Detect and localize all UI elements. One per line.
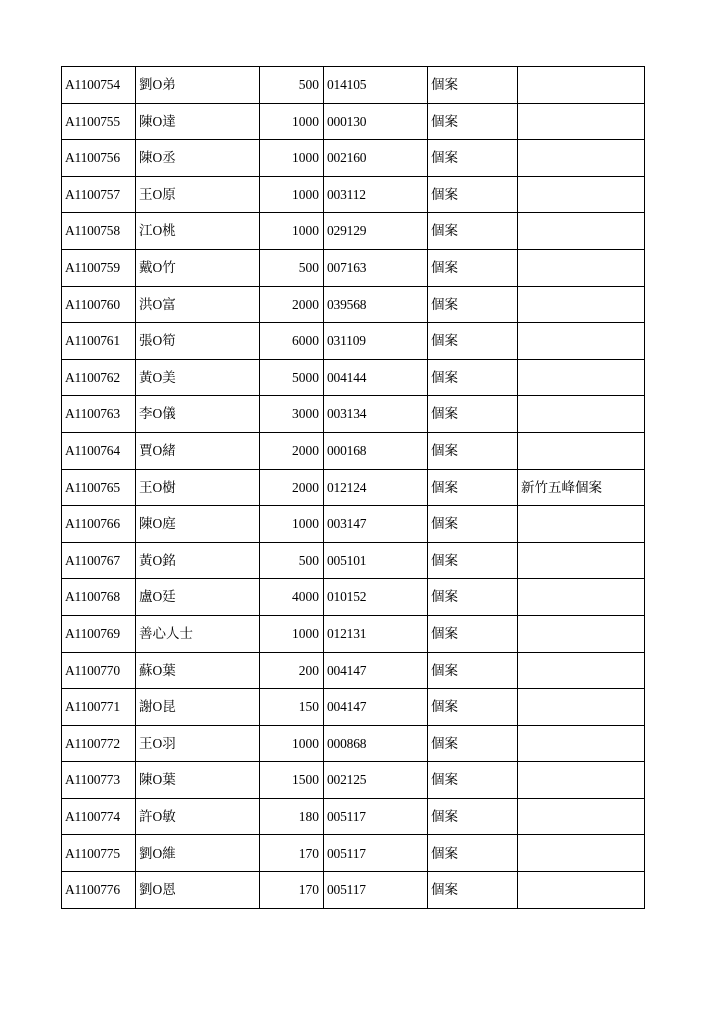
table-row [62,872,645,909]
donor-name-cell: 王O羽 [136,725,260,762]
category-cell: 個案 [428,176,518,213]
category-cell: 個案 [428,798,518,835]
code-cell: 004144 [324,359,428,396]
amount-cell: 1000 [260,176,324,213]
table-row [62,176,645,213]
code-cell: 000168 [324,432,428,469]
code-cell: 003112 [324,176,428,213]
table-row [62,213,645,250]
category-cell: 個案 [428,872,518,909]
table-row [62,725,645,762]
donor-name-cell: 張O筍 [136,323,260,360]
donor-name-cell: 江O桃 [136,213,260,250]
donor-name-cell: 劉O弟 [136,67,260,104]
donor-name-cell: 陳O達 [136,103,260,140]
donor-name-cell: 黃O銘 [136,542,260,579]
table-row [62,542,645,579]
receipt-id-cell: A1100758 [62,213,136,250]
receipt-id-cell: A1100755 [62,103,136,140]
donor-name-cell: 善心人士 [136,615,260,652]
code-cell: 004147 [324,652,428,689]
donor-name-cell: 賈O緒 [136,432,260,469]
category-cell: 個案 [428,359,518,396]
code-cell: 010152 [324,579,428,616]
donor-name-cell: 陳O庭 [136,506,260,543]
category-cell: 個案 [428,67,518,104]
category-cell: 個案 [428,213,518,250]
amount-cell: 500 [260,67,324,104]
receipt-id-cell: A1100774 [62,798,136,835]
table-row [62,798,645,835]
note-cell [518,359,645,396]
amount-cell: 150 [260,689,324,726]
category-cell: 個案 [428,469,518,506]
category-cell: 個案 [428,615,518,652]
note-cell [518,67,645,104]
amount-cell: 1000 [260,725,324,762]
table-row [62,506,645,543]
receipt-id-cell: A1100766 [62,506,136,543]
ledger-body [62,67,645,909]
receipt-id-cell: A1100762 [62,359,136,396]
code-cell: 005101 [324,542,428,579]
category-cell: 個案 [428,323,518,360]
note-cell [518,286,645,323]
receipt-id-cell: A1100756 [62,140,136,177]
code-cell: 031109 [324,323,428,360]
code-cell: 014105 [324,67,428,104]
amount-cell: 1500 [260,762,324,799]
note-cell [518,213,645,250]
receipt-id-cell: A1100761 [62,323,136,360]
code-cell: 005117 [324,798,428,835]
note-cell [518,506,645,543]
donor-name-cell: 洪O富 [136,286,260,323]
donor-name-cell: 王O原 [136,176,260,213]
table-row [62,249,645,286]
note-cell [518,835,645,872]
donor-name-cell: 許O敏 [136,798,260,835]
note-cell [518,323,645,360]
amount-cell: 1000 [260,103,324,140]
code-cell: 012124 [324,469,428,506]
category-cell: 個案 [428,689,518,726]
note-cell [518,725,645,762]
code-cell: 012131 [324,615,428,652]
code-cell: 005117 [324,872,428,909]
table-row [62,835,645,872]
note-cell: 新竹五峰個案 [518,469,645,506]
table-row [62,396,645,433]
amount-cell: 1000 [260,140,324,177]
receipt-id-cell: A1100768 [62,579,136,616]
note-cell [518,615,645,652]
category-cell: 個案 [428,396,518,433]
note-cell [518,176,645,213]
note-cell [518,579,645,616]
table-row [62,579,645,616]
receipt-id-cell: A1100764 [62,432,136,469]
category-cell: 個案 [428,542,518,579]
category-cell: 個案 [428,432,518,469]
table-row [62,323,645,360]
note-cell [518,872,645,909]
category-cell: 個案 [428,140,518,177]
note-cell [518,652,645,689]
table-row [62,67,645,104]
amount-cell: 1000 [260,213,324,250]
note-cell [518,432,645,469]
amount-cell: 170 [260,835,324,872]
receipt-id-cell: A1100765 [62,469,136,506]
amount-cell: 6000 [260,323,324,360]
donor-name-cell: 盧O廷 [136,579,260,616]
category-cell: 個案 [428,286,518,323]
table-row [62,103,645,140]
donor-name-cell: 謝O昆 [136,689,260,726]
amount-cell: 2000 [260,432,324,469]
receipt-id-cell: A1100763 [62,396,136,433]
donor-name-cell: 劉O恩 [136,872,260,909]
code-cell: 004147 [324,689,428,726]
category-cell: 個案 [428,762,518,799]
code-cell: 003147 [324,506,428,543]
code-cell: 000130 [324,103,428,140]
note-cell [518,103,645,140]
category-cell: 個案 [428,725,518,762]
code-cell: 005117 [324,835,428,872]
amount-cell: 200 [260,652,324,689]
receipt-id-cell: A1100767 [62,542,136,579]
code-cell: 002160 [324,140,428,177]
donor-name-cell: 劉O維 [136,835,260,872]
amount-cell: 5000 [260,359,324,396]
note-cell [518,798,645,835]
code-cell: 003134 [324,396,428,433]
receipt-id-cell: A1100771 [62,689,136,726]
amount-cell: 1000 [260,615,324,652]
donor-name-cell: 戴O竹 [136,249,260,286]
note-cell [518,396,645,433]
category-cell: 個案 [428,103,518,140]
donation-ledger-table [61,66,645,909]
donor-name-cell: 陳O葉 [136,762,260,799]
table-row [62,469,645,506]
category-cell: 個案 [428,652,518,689]
note-cell [518,542,645,579]
receipt-id-cell: A1100769 [62,615,136,652]
amount-cell: 2000 [260,469,324,506]
category-cell: 個案 [428,835,518,872]
code-cell: 039568 [324,286,428,323]
code-cell: 002125 [324,762,428,799]
table-row [62,359,645,396]
note-cell [518,689,645,726]
table-row [62,432,645,469]
note-cell [518,762,645,799]
category-cell: 個案 [428,579,518,616]
amount-cell: 170 [260,872,324,909]
amount-cell: 500 [260,249,324,286]
table-row [62,140,645,177]
donor-name-cell: 陳O丞 [136,140,260,177]
receipt-id-cell: A1100773 [62,762,136,799]
receipt-id-cell: A1100754 [62,67,136,104]
table-row [62,652,645,689]
category-cell: 個案 [428,249,518,286]
code-cell: 007163 [324,249,428,286]
amount-cell: 4000 [260,579,324,616]
receipt-id-cell: A1100760 [62,286,136,323]
receipt-id-cell: A1100776 [62,872,136,909]
donor-name-cell: 李O儀 [136,396,260,433]
receipt-id-cell: A1100770 [62,652,136,689]
donor-name-cell: 黃O美 [136,359,260,396]
receipt-id-cell: A1100759 [62,249,136,286]
amount-cell: 1000 [260,506,324,543]
code-cell: 029129 [324,213,428,250]
amount-cell: 3000 [260,396,324,433]
receipt-id-cell: A1100772 [62,725,136,762]
donor-name-cell: 王O樹 [136,469,260,506]
receipt-id-cell: A1100757 [62,176,136,213]
donor-name-cell: 蘇O葉 [136,652,260,689]
code-cell: 000868 [324,725,428,762]
amount-cell: 180 [260,798,324,835]
amount-cell: 500 [260,542,324,579]
category-cell: 個案 [428,506,518,543]
note-cell [518,249,645,286]
receipt-id-cell: A1100775 [62,835,136,872]
table-row [62,762,645,799]
table-row [62,689,645,726]
amount-cell: 2000 [260,286,324,323]
table-row [62,615,645,652]
note-cell [518,140,645,177]
table-row [62,286,645,323]
